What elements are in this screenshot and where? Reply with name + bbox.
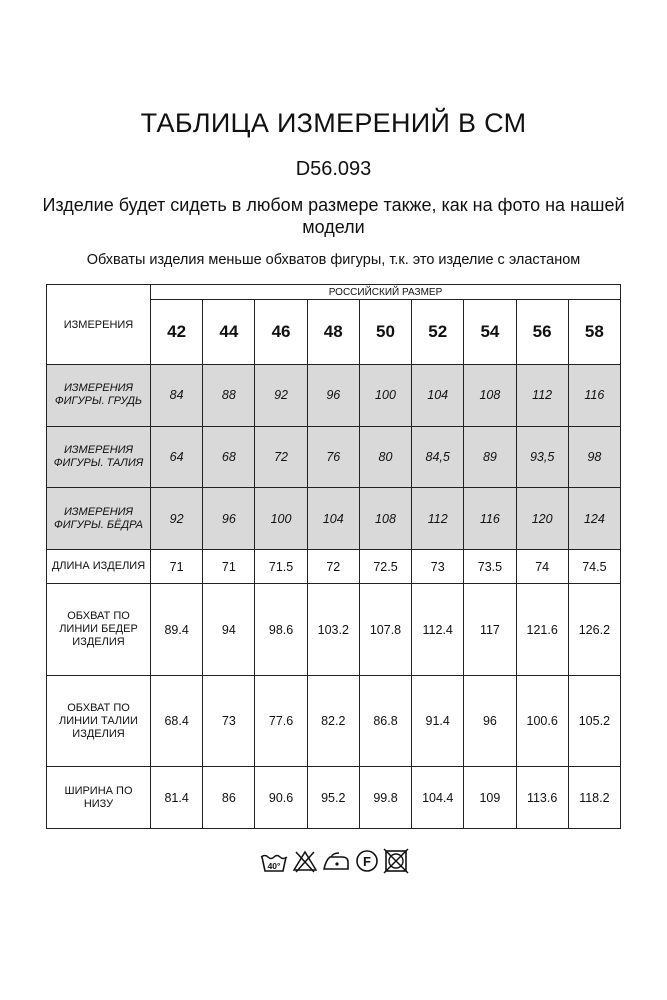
measurements-header: ИЗМЕРЕНИЯ (47, 285, 151, 365)
table-cell: 112 (412, 488, 464, 550)
table-cell: 96 (464, 675, 516, 766)
table-row (47, 675, 621, 766)
table-cell: 107.8 (359, 584, 411, 675)
row-label: ОБХВАТ ПО ЛИНИИ БЕДЕР ИЗДЕЛИЯ (47, 584, 151, 675)
table-cell: 124 (568, 488, 620, 550)
size-table (46, 284, 621, 829)
table-cell: 108 (464, 365, 516, 427)
table-cell: 100.6 (516, 675, 568, 766)
table-cell: 98.6 (255, 584, 307, 675)
size-header: 52 (412, 300, 464, 365)
size-header: 48 (307, 300, 359, 365)
row-label: ШИРИНА ПО НИЗУ (47, 767, 151, 829)
table-cell: 89 (464, 426, 516, 488)
size-header: 58 (568, 300, 620, 365)
row-label: ДЛИНА ИЗДЕЛИЯ (47, 550, 151, 584)
row-label: ИЗМЕРЕНИЯ ФИГУРЫ. БЁДРА (47, 488, 151, 550)
product-code: D56.093 (295, 158, 372, 180)
table-cell: 95.2 (307, 767, 359, 829)
table-cell: 109 (464, 767, 516, 829)
table-cell: 105.2 (568, 675, 620, 766)
elastane-note: Обхваты изделия меньше обхватов фигуры, т.к. это изделие с эластаном (86, 252, 581, 268)
table-cell: 92 (151, 488, 203, 550)
table-cell: 74 (516, 550, 568, 584)
table-cell: 73.5 (464, 550, 516, 584)
table-cell: 81.4 (151, 767, 203, 829)
table-cell: 73 (412, 550, 464, 584)
row-label: ОБХВАТ ПО ЛИНИИ ТАЛИИ ИЗДЕЛИЯ (47, 675, 151, 766)
table-cell: 72.5 (359, 550, 411, 584)
table-cell: 71 (203, 550, 255, 584)
size-header: 42 (151, 300, 203, 365)
table-cell: 76 (307, 426, 359, 488)
table-cell: 73 (203, 675, 255, 766)
size-header: 54 (464, 300, 516, 365)
table-cell: 71 (151, 550, 203, 584)
table-cell: 104 (412, 365, 464, 427)
table-row (47, 584, 621, 675)
table-cell: 116 (568, 365, 620, 427)
table-cell: 68.4 (151, 675, 203, 766)
table-cell: 68 (203, 426, 255, 488)
table-cell: 94 (203, 584, 255, 675)
care-symbols (0, 848, 667, 874)
no-tumble-dry-icon (383, 848, 409, 874)
size-header: 56 (516, 300, 568, 365)
table-cell: 108 (359, 488, 411, 550)
size-header: 46 (255, 300, 307, 365)
table-cell: 118.2 (568, 767, 620, 829)
iron-low-icon (321, 848, 351, 874)
wash-temp-label: 40° (267, 861, 280, 871)
table-cell: 100 (255, 488, 307, 550)
table-cell: 88 (203, 365, 255, 427)
table-cell: 86 (203, 767, 255, 829)
table-cell: 64 (151, 426, 203, 488)
table-row (47, 426, 621, 488)
table-cell: 96 (203, 488, 255, 550)
row-label: ИЗМЕРЕНИЯ ФИГУРЫ. ГРУДЬ (47, 365, 151, 427)
table-cell: 92 (255, 365, 307, 427)
table-cell: 72 (307, 550, 359, 584)
table-cell: 96 (307, 365, 359, 427)
page-title: ТАБЛИЦА ИЗМЕРЕНИЙ В СМ (140, 108, 527, 138)
table-cell: 84,5 (412, 426, 464, 488)
fit-note: Изделие будет сидеть в любом размере также, как на фото на нашей модели (42, 195, 625, 237)
russian-size-header: РОССИЙСКИЙ РАЗМЕР (151, 285, 621, 300)
table-cell: 89.4 (151, 584, 203, 675)
row-label: ИЗМЕРЕНИЯ ФИГУРЫ. ТАЛИЯ (47, 426, 151, 488)
table-cell: 84 (151, 365, 203, 427)
table-cell: 104 (307, 488, 359, 550)
table-cell: 99.8 (359, 767, 411, 829)
table-cell: 112 (516, 365, 568, 427)
table-row (47, 767, 621, 829)
table-cell: 126.2 (568, 584, 620, 675)
table-cell: 116 (464, 488, 516, 550)
table-row (47, 488, 621, 550)
table-cell: 90.6 (255, 767, 307, 829)
table-cell: 117 (464, 584, 516, 675)
table-cell: 100 (359, 365, 411, 427)
table-cell: 103.2 (307, 584, 359, 675)
table-cell: 113.6 (516, 767, 568, 829)
table-cell: 112.4 (412, 584, 464, 675)
table-cell: 91.4 (412, 675, 464, 766)
no-bleach-icon (292, 848, 318, 874)
size-header: 50 (359, 300, 411, 365)
table-cell: 93,5 (516, 426, 568, 488)
dry-clean-f-icon (354, 848, 380, 874)
table-row (47, 550, 621, 584)
table-row (47, 365, 621, 427)
table-cell: 98 (568, 426, 620, 488)
table-cell: 104.4 (412, 767, 464, 829)
size-header: 44 (203, 300, 255, 365)
table-header-row (47, 285, 621, 300)
table-cell: 71.5 (255, 550, 307, 584)
table-cell: 82.2 (307, 675, 359, 766)
wash-40-icon (259, 848, 289, 874)
table-cell: 77.6 (255, 675, 307, 766)
table-cell: 74.5 (568, 550, 620, 584)
table-cell: 72 (255, 426, 307, 488)
dry-clean-letter: F (362, 854, 371, 869)
table-cell: 121.6 (516, 584, 568, 675)
table-cell: 80 (359, 426, 411, 488)
table-cell: 86.8 (359, 675, 411, 766)
table-cell: 120 (516, 488, 568, 550)
